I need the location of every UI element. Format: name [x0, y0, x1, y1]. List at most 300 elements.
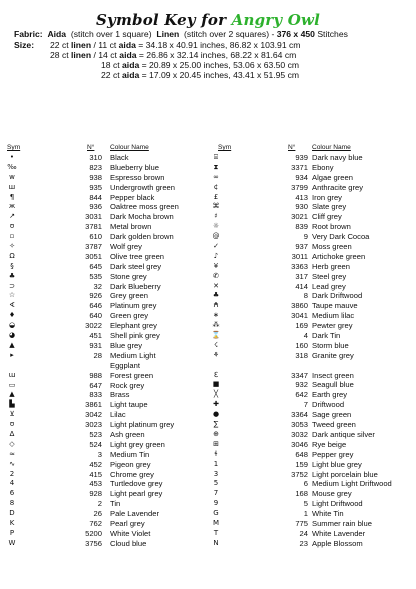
stitch-symbol: ✧ — [9, 242, 15, 251]
colour-name: Apple Blossom — [312, 538, 363, 548]
stitch-symbol: ш — [8, 182, 16, 191]
thread-number: 310 — [89, 153, 102, 162]
symbol-row — [206, 153, 416, 163]
stitch-symbol: ⌘ — [212, 202, 220, 211]
fabric-linen: Linen — [156, 29, 180, 39]
symbol-row — [0, 460, 210, 470]
symbol-row — [206, 479, 416, 489]
symbol-row — [0, 272, 210, 282]
symbol-row — [0, 470, 210, 480]
colour-name: Olive tree green — [110, 251, 165, 261]
fabric-dash: - — [269, 29, 277, 39]
symbol-row — [206, 380, 416, 390]
colour-name: Metal brown — [110, 222, 152, 232]
symbol-row — [206, 470, 416, 480]
thread-number: 3042 — [85, 410, 102, 420]
symbol-row — [0, 479, 210, 489]
thread-number: 160 — [295, 340, 308, 350]
colour-name: Pearl grey — [110, 518, 145, 528]
colour-name: White Tin — [312, 509, 344, 519]
colour-name: Light porcelain blue — [312, 469, 378, 479]
stitch-symbol: ▭ — [8, 380, 16, 389]
thread-number: 762 — [89, 518, 102, 528]
colour-name: Forest green — [110, 370, 154, 380]
stitch-symbol: ⧗ — [213, 162, 219, 171]
thread-number: 936 — [89, 202, 102, 212]
header-num-right: N° — [288, 144, 296, 151]
thread-number: 642 — [295, 390, 308, 400]
symbol-row — [0, 173, 210, 183]
colour-name: Ebony — [312, 162, 334, 172]
thread-number: 3031 — [85, 212, 102, 222]
stitch-symbol: ☆ — [8, 291, 16, 300]
thread-number: 934 — [295, 172, 308, 182]
stitch-symbol: ✆ — [213, 271, 219, 280]
thread-number: 24 — [299, 528, 308, 538]
symbol-row — [0, 440, 210, 450]
thread-number: 645 — [89, 261, 102, 271]
stitch-symbol: G — [213, 509, 219, 518]
stitch-symbol: ⁂ — [212, 321, 220, 330]
colour-name: Herb green — [312, 261, 350, 271]
colour-name: Lilac — [110, 410, 126, 420]
symbol-row — [0, 301, 210, 311]
stitch-symbol: K — [9, 518, 15, 527]
thread-number: 168 — [295, 489, 308, 499]
thread-number: 4 — [303, 331, 308, 341]
colour-name: Mouse grey — [312, 489, 352, 499]
thread-number: 935 — [89, 182, 102, 192]
stitch-symbol: 2 — [9, 469, 15, 478]
symbol-row — [206, 291, 416, 301]
thread-number: 844 — [89, 192, 102, 202]
symbol-table-left — [0, 153, 210, 549]
size-aida: aida — [122, 60, 140, 70]
colour-name: Rye beige — [312, 439, 347, 449]
colour-name: Driftwood — [312, 400, 345, 410]
size-dims: = 20.89 x 25.00 inches, 53.06 x 63.50 cm — [139, 60, 300, 70]
size-aida: aida — [122, 70, 140, 80]
thread-number: 3787 — [85, 242, 102, 252]
symbol-row — [0, 321, 210, 331]
symbol-row — [0, 400, 210, 410]
stitch-symbol: ∆ — [9, 429, 15, 438]
colour-name: Stone grey — [110, 271, 147, 281]
symbol-row — [206, 301, 416, 311]
stitch-symbol: ɬ — [214, 449, 218, 458]
thread-number: 926 — [89, 291, 102, 301]
size-aida-ct: 14 ct — [98, 50, 117, 60]
thread-number: 23 — [299, 538, 308, 548]
thread-number: 414 — [295, 281, 308, 291]
thread-number: 3799 — [291, 182, 308, 192]
size-dims: = 34.18 x 40.91 inches, 86.82 x 103.91 cm — [135, 40, 301, 50]
stitch-symbol: £ — [213, 192, 219, 201]
thread-number: 988 — [89, 370, 102, 380]
thread-number: 647 — [89, 380, 102, 390]
thread-number: 26 — [93, 509, 102, 519]
size-linen-ct: 28 ct — [50, 50, 69, 60]
thread-number: 32 — [93, 281, 102, 291]
stitch-symbol: M — [212, 518, 220, 527]
size-label: Size: — [14, 40, 35, 50]
thread-number: 3781 — [85, 222, 102, 232]
symbol-row — [0, 242, 210, 252]
size-aida: aida — [118, 40, 136, 50]
size-dims: = 26.86 x 32.14 inches, 68.22 x 81.64 cm — [136, 50, 297, 60]
colour-name: Medium Tin — [110, 449, 150, 459]
symbol-row — [206, 311, 416, 321]
thread-number: 415 — [89, 469, 102, 479]
size-line — [50, 40, 300, 50]
colour-name: Steel grey — [312, 271, 347, 281]
stitch-symbol: ♣ — [8, 271, 16, 280]
symbol-row — [0, 539, 210, 549]
fabric-linen-note: (stitch over 2 squares) — [184, 29, 270, 39]
stitch-symbol: ↗ — [9, 212, 15, 221]
thread-number: 930 — [295, 202, 308, 212]
stitch-symbol: ☼ — [212, 222, 220, 231]
symbol-row — [206, 331, 416, 341]
symbol-row — [0, 341, 210, 351]
stitch-symbol: ⊞ — [213, 439, 219, 448]
symbol-row — [206, 440, 416, 450]
colour-name: Light platinum grey — [110, 420, 175, 430]
colour-name: Pepper grey — [312, 449, 354, 459]
stitch-symbol: ▸ — [10, 350, 14, 359]
thread-number: 3371 — [291, 162, 308, 172]
stitch-symbol: ■ — [212, 380, 220, 389]
colour-name: Granite grey — [312, 350, 354, 360]
size-sep: / — [91, 40, 99, 50]
stitch-count: 376 x 450 — [276, 29, 315, 39]
size-aida-ct: 18 ct — [101, 60, 120, 70]
symbol-row — [206, 410, 416, 420]
stitch-symbol: ∞ — [213, 172, 219, 181]
stitch-symbol: ▫ — [9, 232, 15, 241]
colour-name: Dark steel grey — [110, 261, 162, 271]
symbol-row — [206, 272, 416, 282]
stitch-symbol: ⌸ — [213, 153, 219, 161]
size-line — [101, 60, 299, 70]
stitch-symbol: ¶ — [9, 192, 15, 201]
thread-number: 535 — [89, 271, 102, 281]
fabric-label: Fabric: — [14, 29, 43, 39]
thread-number: 833 — [89, 390, 102, 400]
stitch-symbol: ≈ — [9, 449, 15, 458]
symbol-row — [0, 193, 210, 203]
symbol-row — [206, 539, 416, 549]
thread-number: 937 — [295, 242, 308, 252]
thread-number: 823 — [89, 162, 102, 172]
symbol-row — [206, 212, 416, 222]
stitch-symbol: ∑ — [213, 420, 219, 429]
colour-name: Iron grey — [312, 192, 342, 202]
thread-number: 5 — [303, 499, 308, 509]
colour-name: Platinum grey — [110, 301, 157, 311]
stitch-symbol: N — [213, 538, 219, 547]
colour-name: Sage green — [312, 410, 352, 420]
thread-number: 8 — [303, 291, 308, 301]
thread-number: 1 — [303, 509, 308, 519]
colour-name: Pewter grey — [312, 321, 353, 331]
thread-number: 7 — [303, 400, 308, 410]
colour-name: Very Dark Cocoa — [312, 232, 370, 242]
thread-number: 610 — [89, 232, 102, 242]
colour-name: Earth grey — [312, 390, 348, 400]
thread-number: 3752 — [291, 469, 308, 479]
thread-number: 3 — [97, 449, 102, 459]
stitch-symbol: Ω — [9, 251, 15, 260]
symbol-row — [206, 173, 416, 183]
colour-name: Dark Mocha brown — [110, 212, 174, 222]
stitch-symbol: ∿ — [9, 459, 15, 468]
colour-name: Cloud blue — [110, 538, 147, 548]
thread-number: 413 — [295, 192, 308, 202]
stitch-symbol: 1 — [213, 459, 219, 468]
symbol-row — [0, 252, 210, 262]
symbol-row — [0, 390, 210, 400]
stitch-symbol: ✕ — [213, 281, 219, 290]
symbol-row — [206, 321, 416, 331]
symbol-row — [0, 202, 210, 212]
colour-name: Summer rain blue — [312, 518, 372, 528]
thread-number: 453 — [89, 479, 102, 489]
header-sym-left: Sym — [7, 144, 21, 151]
stitch-symbol: ₳ — [213, 301, 219, 310]
colour-name: Espresso brown — [110, 172, 165, 182]
stitch-symbol: 8 — [9, 499, 15, 508]
stitch-symbol: ⚘ — [212, 350, 220, 359]
colour-name: Insect green — [312, 370, 354, 380]
symbol-row — [0, 222, 210, 232]
symbol-row — [206, 282, 416, 292]
symbol-row — [0, 519, 210, 529]
symbol-row — [206, 390, 416, 400]
stitch-symbol: § — [10, 261, 14, 270]
stitch-symbol: ╳ — [213, 390, 219, 399]
colour-name: Dark Driftwood — [312, 291, 363, 301]
symbol-row — [0, 351, 210, 371]
stitch-symbol: ∗ — [213, 311, 219, 320]
colour-name: White Violet — [110, 528, 151, 538]
header-name-right: Colour Name — [312, 144, 351, 151]
colour-name: Ash green — [110, 429, 145, 439]
colour-name: Root brown — [312, 222, 351, 232]
stitch-symbol: T — [213, 528, 219, 537]
thread-number: 3023 — [85, 420, 102, 430]
stitch-symbol: W — [8, 538, 16, 547]
stitch-symbol: ∢ — [9, 301, 15, 310]
symbol-row — [206, 242, 416, 252]
colour-name: Green grey — [110, 311, 148, 321]
stitch-symbol: D — [9, 509, 15, 518]
symbol-row — [206, 460, 416, 470]
colour-name: White Lavender — [312, 528, 366, 538]
thread-number: 938 — [89, 172, 102, 182]
colour-name: Tin — [110, 499, 121, 509]
stitch-symbol: ¢ — [213, 182, 219, 191]
stitch-symbol: ʊ — [9, 222, 15, 231]
symbol-row — [206, 489, 416, 499]
thread-number: 932 — [295, 380, 308, 390]
symbol-row — [206, 222, 416, 232]
title-prefix: Symbol Key for — [96, 11, 232, 29]
thread-number: 3011 — [291, 251, 308, 261]
fabric-aida: Aida — [47, 29, 67, 39]
stitch-symbol: 6 — [9, 489, 15, 498]
thread-number: 169 — [295, 321, 308, 331]
colour-name: Undergrowth green — [110, 182, 176, 192]
symbol-row — [206, 202, 416, 212]
symbol-row — [206, 400, 416, 410]
stitch-symbol: ◕ — [8, 331, 16, 340]
symbol-row — [206, 351, 416, 361]
stitch-symbol: ‰ — [7, 162, 17, 171]
fabric-aida-note: (stitch over 1 square) — [70, 29, 152, 39]
thread-number: 3363 — [291, 261, 308, 271]
colour-name: Dark antique silver — [312, 429, 375, 439]
stitch-symbol: 5 — [213, 479, 219, 488]
stitch-symbol: 3 — [213, 469, 219, 478]
thread-number: 3051 — [85, 251, 102, 261]
thread-number: 3861 — [85, 400, 102, 410]
colour-name: Light Driftwood — [312, 499, 363, 509]
header-sym-right: Sym — [218, 144, 232, 151]
colour-name: Pale Lavender — [110, 509, 159, 519]
colour-name: Light taupe — [110, 400, 148, 410]
stitch-symbol: ♯ — [214, 212, 218, 221]
stitch-symbol: ⊻ — [9, 410, 15, 419]
symbol-row — [0, 331, 210, 341]
size-linen: linen — [71, 50, 92, 60]
thread-number: 648 — [295, 449, 308, 459]
stitch-symbol: ℇ — [213, 370, 219, 379]
stitch-symbol: ж — [8, 202, 16, 211]
colour-name: Blueberry blue — [110, 162, 159, 172]
colour-name: Algae green — [312, 172, 353, 182]
thread-number: 646 — [89, 301, 102, 311]
colour-name: Storm blue — [312, 340, 349, 350]
symbol-row — [206, 430, 416, 440]
colour-name: Moss green — [312, 242, 352, 252]
header-num-left: N° — [87, 144, 95, 151]
colour-name: Shell pink grey — [110, 331, 160, 341]
thread-number: 524 — [89, 439, 102, 449]
colour-name: Black — [110, 153, 129, 162]
thread-number: 928 — [89, 489, 102, 499]
thread-number: 28 — [93, 350, 102, 360]
thread-number: 939 — [295, 153, 308, 162]
stitch-symbol: ʊ — [9, 420, 15, 429]
symbol-row — [206, 499, 416, 509]
thread-number: 523 — [89, 429, 102, 439]
symbol-row — [0, 282, 210, 292]
colour-name: Medium lilac — [312, 311, 355, 321]
symbol-row — [0, 291, 210, 301]
symbol-row — [206, 519, 416, 529]
colour-name: Tweed green — [312, 420, 356, 430]
stitch-symbol: 4 — [9, 479, 15, 488]
colour-name: Light pearl grey — [110, 489, 163, 499]
thread-number: 839 — [295, 222, 308, 232]
thread-number: 3860 — [291, 301, 308, 311]
symbol-row — [0, 262, 210, 272]
symbol-row — [0, 311, 210, 321]
stitch-symbol: ✚ — [213, 400, 219, 409]
stitch-symbol: 9 — [213, 499, 219, 508]
symbol-row — [0, 529, 210, 539]
header-name-left: Colour Name — [110, 144, 149, 151]
symbol-row — [206, 450, 416, 460]
size-aida-ct: 11 ct — [98, 40, 117, 50]
colour-name: Light grey green — [110, 439, 165, 449]
fabric-line — [14, 29, 348, 39]
symbol-row — [206, 371, 416, 381]
size-aida-ct: 22 ct — [101, 70, 120, 80]
row-spacer — [206, 361, 416, 371]
thread-number: 931 — [89, 340, 102, 350]
stitch-symbol: w — [9, 172, 15, 181]
symbol-row — [206, 252, 416, 262]
colour-name: Taupe mauve — [312, 301, 358, 311]
size-line — [101, 70, 299, 80]
stitch-symbol: ♪ — [213, 251, 219, 260]
colour-name: Cliff grey — [312, 212, 342, 222]
thread-number: 3046 — [291, 439, 308, 449]
symbol-row — [0, 153, 210, 163]
stitch-symbol: ⊕ — [213, 429, 219, 438]
symbol-row — [0, 163, 210, 173]
symbol-row — [0, 381, 210, 391]
symbol-row — [206, 183, 416, 193]
stitch-symbol: ☇ — [213, 340, 218, 349]
symbol-row — [206, 232, 416, 242]
symbol-row — [206, 193, 416, 203]
stitch-symbol: P — [9, 528, 15, 537]
size-linen-ct: 22 ct — [50, 40, 69, 50]
stitch-symbol: ✓ — [213, 242, 219, 251]
title-pattern-name: Angry Owl — [231, 11, 320, 29]
size-dims: = 17.09 x 20.45 inches, 43.41 x 51.95 cm — [139, 70, 300, 80]
stitch-symbol: ◒ — [8, 321, 16, 330]
stitch-symbol: @ — [212, 232, 220, 241]
symbol-row — [206, 163, 416, 173]
thread-number: 775 — [295, 518, 308, 528]
colour-name: Oaktree moss green — [110, 202, 179, 212]
symbol-table-right — [206, 153, 416, 549]
thread-number: 3364 — [291, 410, 308, 420]
colour-name: Dark Blueberry — [110, 281, 161, 291]
thread-number: 3032 — [291, 429, 308, 439]
thread-number: 3022 — [85, 321, 102, 331]
symbol-row — [0, 430, 210, 440]
symbol-row — [206, 341, 416, 351]
stitch-symbol: ◇ — [9, 439, 15, 448]
page-title — [0, 11, 416, 29]
colour-name: Pigeon grey — [110, 459, 151, 469]
colour-name: Rock grey — [110, 380, 145, 390]
colour-name: Brass — [110, 390, 130, 400]
size-linen: linen — [71, 40, 92, 50]
symbol-row — [0, 489, 210, 499]
thread-number: 5200 — [85, 528, 102, 538]
stitch-symbol: ▲ — [9, 390, 15, 399]
size-sep: / — [91, 50, 99, 60]
thread-number: 317 — [295, 271, 308, 281]
symbol-row — [0, 183, 210, 193]
thread-number: 3756 — [85, 538, 102, 548]
